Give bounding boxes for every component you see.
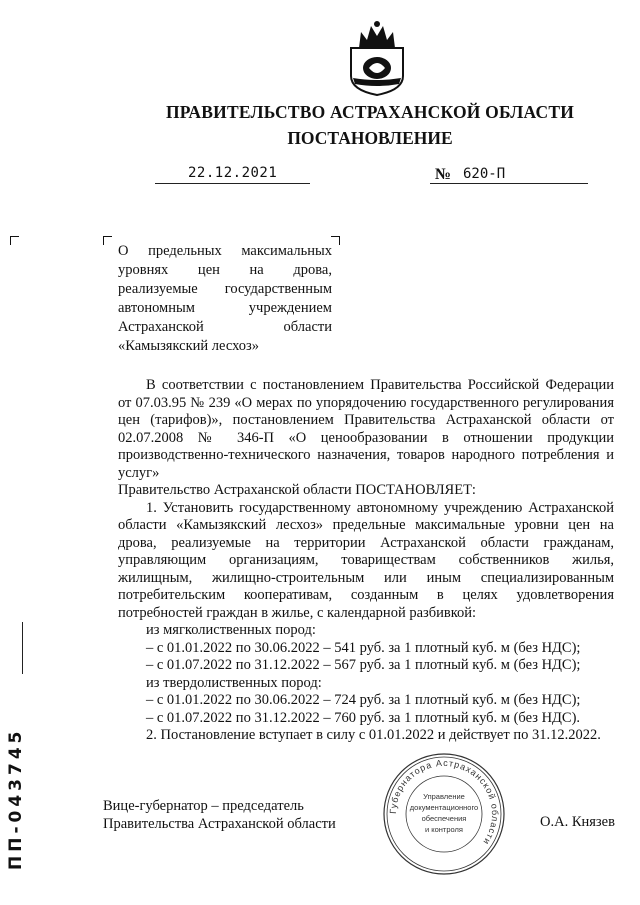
document-date: 22.12.2021 — [188, 165, 278, 181]
document-body — [118, 377, 614, 745]
side-serial-number: ПП-043745 — [6, 727, 26, 870]
hardwood-label: из твердолиственных пород: — [146, 674, 322, 691]
number-sign: № — [435, 166, 452, 183]
softwood-label: из мягколиственных пород: — [146, 622, 316, 638]
subject-corner-right — [331, 236, 340, 245]
coat-of-arms-icon — [349, 18, 405, 96]
stamp-center-text: Управление — [423, 792, 465, 801]
signatory-name: О.А. Князев — [540, 814, 615, 830]
decree-line: Правительство Астраханской области ПОСТАНОВЛЯЕТ: — [118, 482, 476, 498]
document-type-title: ПОСТАНОВЛЕНИЕ — [287, 128, 453, 148]
stamp-ring-text: Губернатора Астраханской области — [387, 757, 501, 848]
margin-corner-mark — [10, 236, 19, 245]
side-mark — [22, 622, 23, 674]
signatory-title-line: Правительства Астраханской области — [103, 816, 336, 832]
subject-corner-left — [103, 236, 112, 245]
price-item: – с 01.01.2022 по 30.06.2022 – 541 руб. за 1 плотный куб. м (без НДС); — [146, 639, 581, 656]
stamp-center-text: обеспечения — [421, 814, 467, 823]
document-subject: О предельных максимальных уровнях цен на дрова, реализуемые государственным автономным учреждением Астраханской области «Камызякский лесхоз» — [118, 243, 332, 354]
preamble-paragraph: В соответствии с постановлением Правительства Российской Федерации от 07.03.95 № 239 «О мерах по упорядочению государственного регулирования цен (тарифов)», постановлением Правительства Астраханской области от 02.07.2008 № 346-П «О ценообразовании в отношении продукции производственно-технического назначения, товаров народного потребления и услуг» — [118, 377, 614, 481]
price-item: – с 01.01.2022 по 30.06.2022 – 724 руб. за 1 плотный куб. м (без НДС); — [146, 692, 581, 708]
document-number: 620-П — [463, 166, 506, 182]
signatory-title-line: Вице-губернатор – председатель — [103, 798, 304, 814]
stamp-center-text: документационного — [409, 803, 479, 812]
signatory-title — [103, 797, 336, 833]
government-title: ПРАВИТЕЛЬСТВО АСТРАХАНСКОЙ ОБЛАСТИ — [165, 102, 575, 122]
number-underline — [430, 183, 588, 184]
price-item: – с 01.07.2022 по 31.12.2022 – 567 руб. за 1 плотный куб. м (без НДС); — [146, 657, 581, 673]
price-item: – с 01.07.2022 по 31.12.2022 – 760 руб. за 1 плотный куб. м (без НДС). — [146, 709, 581, 726]
official-stamp — [382, 752, 506, 876]
point-1-paragraph: 1. Установить государственному автономному учреждению Астраханской области «Камызякский лесхоз» предельные максимальные уровни цен на дрова, реализуемые на территории Астраханской области гражданам, управляющим организациям, товариществам собственников жилья, жилищным, жилищно-строительным или иным специализированным потребительским кооперативам, созданным в целях удовлетворения потребностей граждан в жилье, с календарной разбивкой: — [118, 499, 614, 621]
date-underline — [155, 183, 310, 184]
point-2-paragraph: 2. Постановление вступает в силу с 01.01.2022 и действует по 31.12.2022. — [146, 727, 601, 743]
stamp-center-text: и контроля — [424, 825, 464, 834]
